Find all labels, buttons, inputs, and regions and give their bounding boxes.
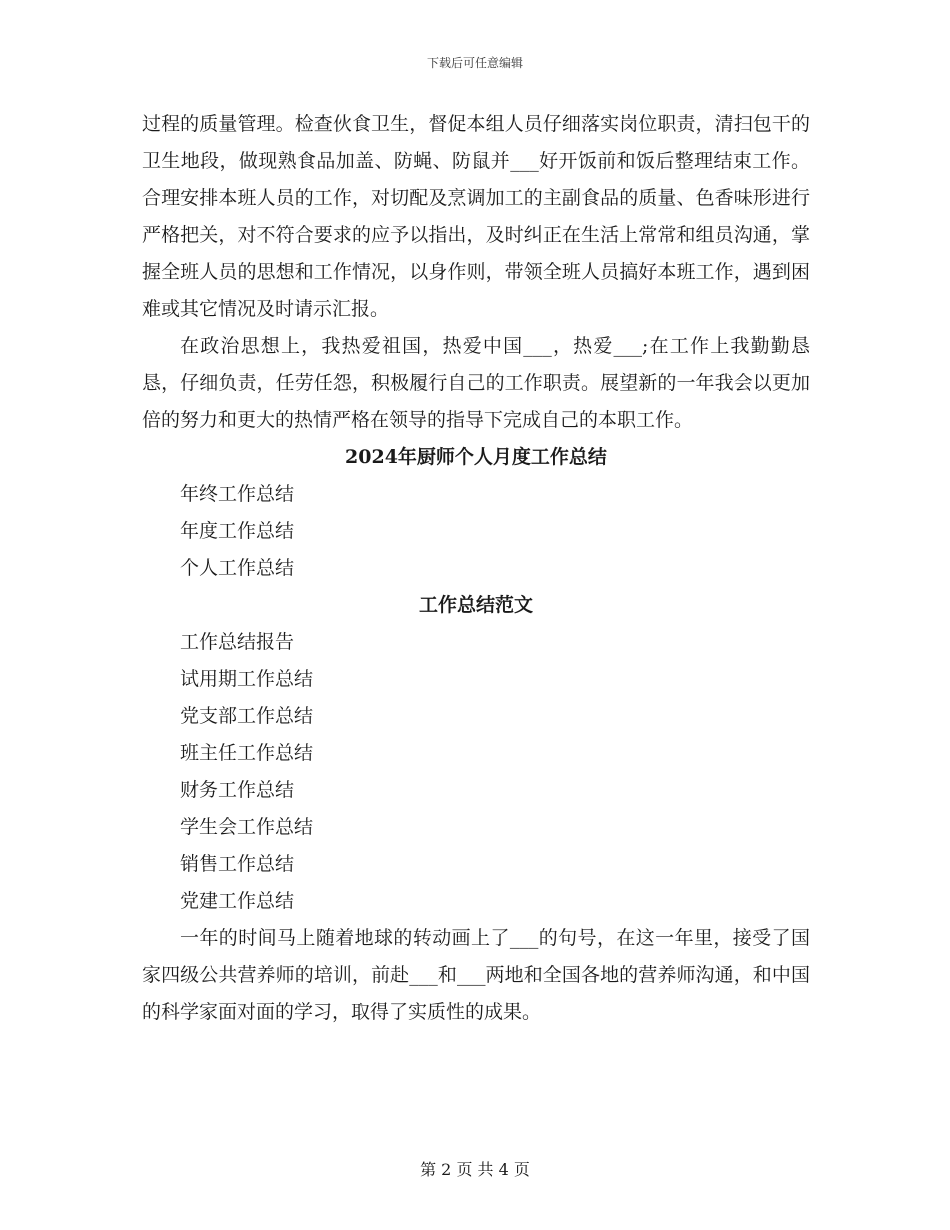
link-item[interactable]: 个人工作总结 bbox=[180, 557, 295, 579]
link-item[interactable]: 党建工作总结 bbox=[180, 890, 295, 912]
paragraph-3: 一年的时间马上随着地球的转动画上了___的句号，在这一年里，接受了国家四级公共营养师的培训，前赴___和___两地和全国各地的营养师沟通，和中国的科学家面对面的学习，取得了实质性的成果。 bbox=[142, 927, 810, 1023]
document-body bbox=[142, 106, 810, 1031]
paragraph-1: 过程的质量管理。检查伙食卫生，督促本组人员仔细落实岗位职责，清扫包干的卫生地段，做现熟食品加盖、防蝇、防鼠并___好开饭前和饭后整理结束工作。合理安排本班人员的工作，对切配及烹调加工的主副食品的质量、色香味形进行严格把关，对不符合要求的应予以指出，及时纠正在生活上常常和组员沟通，掌握全班人员的思想和工作情况，以身作则，带领全班人员搞好本班工作，遇到困难或其它情况及时请示汇报。 bbox=[142, 113, 810, 320]
link-item[interactable]: 年终工作总结 bbox=[180, 483, 295, 505]
paragraph-2: 在政治思想上，我热爱祖国，热爱中国___，热爱___;在工作上我勤勤恳恳，仔细负责，任劳任怨，积极履行自己的工作职责。展望新的一年我会以更加倍的努力和更大的热情严格在领导的指导下完成自己的本职工作。 bbox=[142, 335, 810, 431]
link-item[interactable]: 党支部工作总结 bbox=[180, 705, 314, 727]
link-item[interactable]: 财务工作总结 bbox=[180, 779, 295, 801]
link-item[interactable]: 试用期工作总结 bbox=[180, 668, 314, 690]
section-heading-1: 2024年厨师个人月度工作总结 bbox=[345, 446, 607, 468]
link-item[interactable]: 班主任工作总结 bbox=[180, 742, 314, 764]
link-item[interactable]: 销售工作总结 bbox=[180, 853, 295, 875]
link-item[interactable]: 学生会工作总结 bbox=[180, 816, 314, 838]
link-item[interactable]: 年度工作总结 bbox=[180, 520, 295, 542]
link-item[interactable]: 工作总结报告 bbox=[180, 631, 295, 653]
page-number: 第 2 页 共 4 页 bbox=[420, 1160, 530, 1179]
section-heading-2: 工作总结范文 bbox=[418, 594, 533, 616]
page-header: 下载后可任意编辑 bbox=[426, 56, 523, 70]
